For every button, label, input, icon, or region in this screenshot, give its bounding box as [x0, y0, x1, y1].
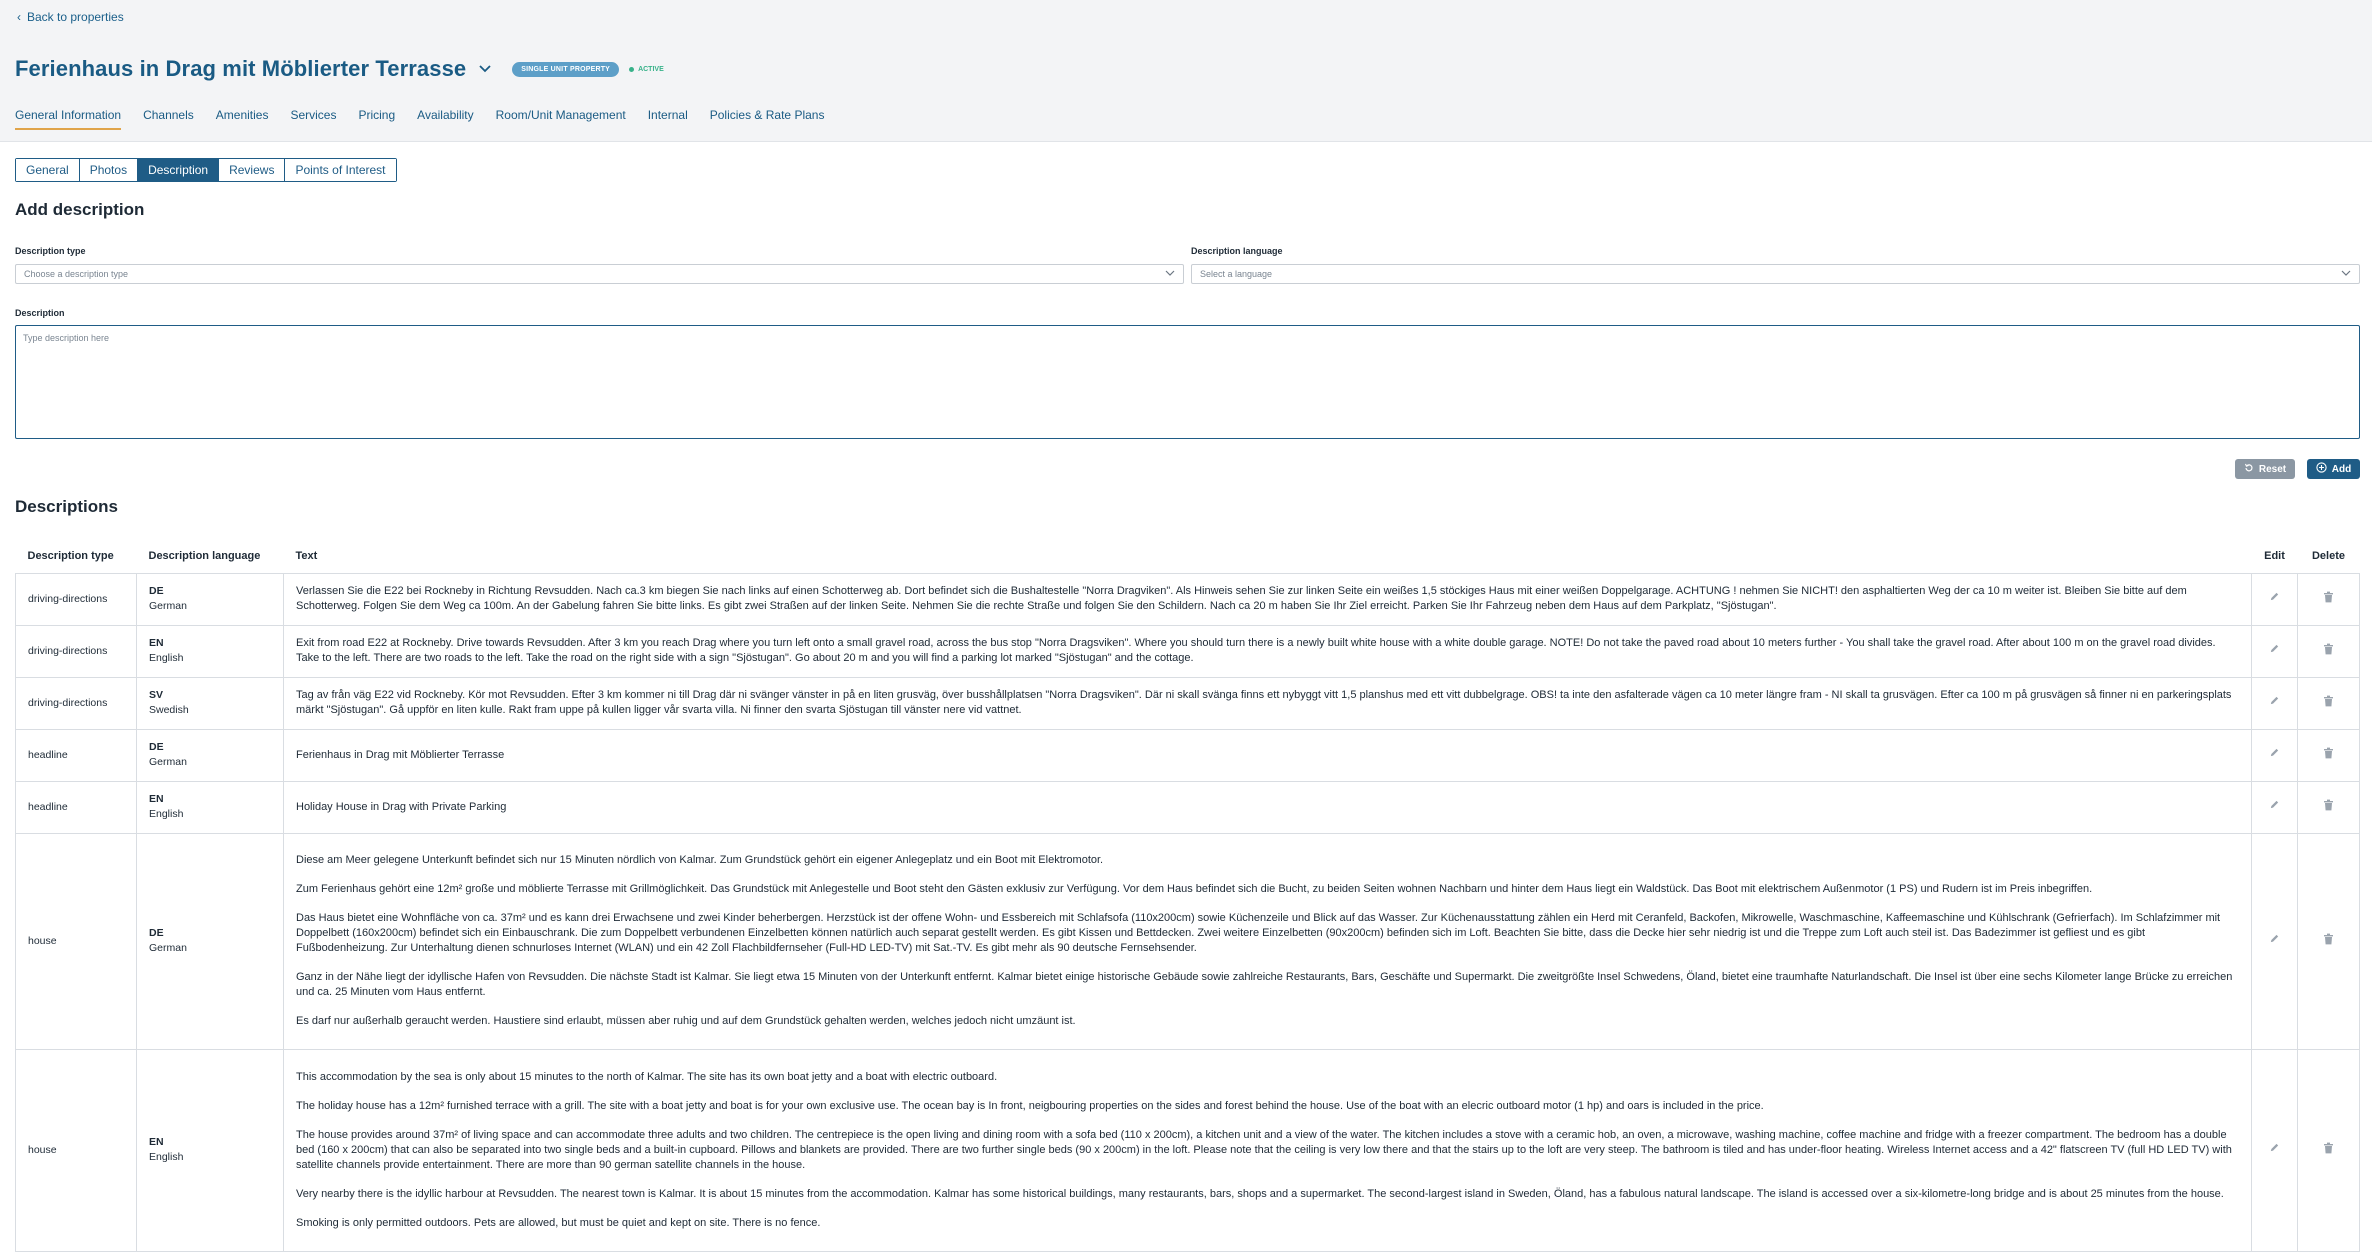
cell-text [284, 573, 2252, 625]
descriptions-heading: Descriptions [15, 497, 118, 516]
trash-icon[interactable] [2323, 591, 2334, 608]
pencil-icon[interactable] [2269, 591, 2280, 607]
cell-edit [2252, 1049, 2298, 1251]
description-type-select[interactable] [15, 264, 1184, 284]
text-paragraph: Es darf nur außerhalb geraucht werden. Haustiere sind erlaubt, müssen aber ruhig und auf dem Grundstück gehalten werden, welches jedoch nicht umzäunt ist. [296, 1015, 1076, 1027]
description-textarea[interactable] [15, 325, 2360, 439]
cell-description-language [137, 781, 284, 833]
pencil-icon[interactable] [2269, 747, 2280, 763]
cell-delete [2298, 1049, 2360, 1251]
pencil-icon[interactable] [2269, 799, 2280, 815]
description-label: Description [15, 308, 65, 318]
language-name: English [149, 652, 184, 664]
cell-delete [2298, 625, 2360, 677]
text-paragraph: Tag av från väg E22 vid Rockneby. Kör mot Revsudden. Efter 3 km kommer ni till Drag där ni svänger vänster in på en liten grusväg, över busshållplatsen "Norra Dragsviken". Där ni skall svänga finns ett nybyggt vitt 1,5 planshus med ett vitt dubbelgrage. OBS! ta inte den asfalterade vägen ca 10 meter längre fram - NI skall ta grusvägen. Efter ca 100 m på grusvägen så finner ni en parkeringsplats märkt "Sjöstugan". Gå uppför en liten kulle. Rakt fram uppe på kullen ligger vår svarta villa. Ni finner den svarta Sjöstugan till vänster nere vid vattnet. [296, 689, 2232, 716]
description-language-label: Description language [1191, 246, 1283, 256]
language-code: DE [149, 741, 164, 753]
language-code: EN [149, 1136, 164, 1148]
reset-label: Reset [2258, 463, 2287, 475]
status-dot-icon [629, 67, 634, 72]
trash-icon[interactable] [2323, 747, 2334, 764]
text-paragraph: Ganz in der Nähe liegt der idyllische Hafen von Revsudden. Die nächste Stadt ist Kalmar. Sie liegt etwa 15 Minuten von der Unterkunft entfernt. Kalmar bietet einige historische Gebäude sowie zahlreiche Restaurants, Bars, Geschäfte und Supermarkt. Die zweitgrößte Insel Schwedens, Öland, bietet eine traumhafte Naturlandschaft. Die Insel ist über eine sechs Kilometer lange Brücke zu erreichen und ca. 25 Minuten vom Haus entfernt. [296, 971, 2233, 998]
text-paragraph: Zum Ferienhaus gehört eine 12m² große und möblierte Terrasse mit Grillmöglichkeit. Das Grundstück mit Anlegestelle und Boot steht den Gästen exklusiv zur Verfügung. Vor dem Haus befindet sich die Bucht, zu beiden Seiten wohnen Nachbarn und hinter dem Haus liegt ein Waldstück. Das Boot mit elektrischem Außenmotor (1 PS) und Rudern ist im Preis inbegriffen. [296, 883, 2093, 895]
trash-icon[interactable] [2323, 933, 2334, 950]
text-paragraph: The house provides around 37m² of living space and can accommodate three adults and two children. The centrepiece is the open living and dining room with a sofa bed (110 x 200cm), a kitchen unit and a view of the water. The kitchen includes a stove with a ceramic hob, an oven, a microwave, washing machine, coffee machine and fridge with a freezer compartment. The bedroom has a double bed (160 x 200cm) that can also be separated into two single beds and a built-in cupboard. Pillows and blankets are provided. There are two further single beds (90 x 200cm) in the loft. Please note that the ceiling is very low there and that the stairs up to the loft are very steep. The bathroom is tiled and has under-floor heating. Wireless Internet access and a 42" flatscreen TV (full HD LED TV) with satellite channels provide entertainment. There are more than 90 german satellite channels in the house. [296, 1128, 2232, 1171]
sub-tabs [15, 158, 397, 182]
language-name: English [149, 1151, 184, 1163]
subtab-description[interactable]: Description [138, 159, 219, 181]
subtab-reviews[interactable]: Reviews [219, 159, 285, 181]
cell-text [284, 625, 2252, 677]
description-placeholder: Type description here [23, 333, 110, 343]
chevron-down-icon[interactable] [478, 62, 492, 76]
cell-edit [2252, 833, 2298, 1049]
tab-pricing[interactable]: Pricing [358, 108, 396, 122]
table-row [16, 729, 2360, 781]
status-label: ACTIVE [638, 65, 664, 73]
cell-delete [2298, 781, 2360, 833]
pencil-icon[interactable] [2269, 695, 2280, 711]
table-row [16, 833, 2360, 1049]
property-type-badge: SINGLE UNIT PROPERTY [512, 62, 619, 77]
table-row [16, 1049, 2360, 1251]
language-code: SV [149, 689, 164, 701]
description-type-label: Description type [15, 246, 86, 256]
text-paragraph: Verlassen Sie die E22 bei Rockneby in Richtung Revsudden. Nach ca.3 km biegen Sie nach links auf einen Schotterweg ab. Dort befindet sich die Bushaltestelle "Norra Dragviken". Als Hinweis sehen Sie zur linken Seite ein weißes 1,5 stöckiges Haus mit einer weißen Doppelgarage. ACHTUNG ! nehmen Sie NICHT! den asphaltierten Weg der ca 10 m weiter ist. Bleiben Sie bitte auf dem Schotterweg. Folgen Sie dem Weg ca 100m. An der Gabelung fahren Sie bitte links. Es gibt zwei Straßen auf der linken Seite. Nehmen Sie die rechte Straße und folgen Sie den Schildern. Nach ca 20 m haben Sie Ihr Ziel erreicht. Parken Sie Ihr Fahrzeug neben dem Haus auf dem Parkplatz, "Sjöstugan". [296, 585, 2187, 612]
back-label: Back to properties [27, 10, 124, 24]
language-name: German [149, 756, 187, 768]
text-paragraph: Exit from road E22 at Rockneby. Drive towards Revsudden. After 3 km you reach Drag where you turn left onto a small gravel road, across the bus stop "Norra Dragsviken". Where you should turn there is a newly built white house with a white double garage. NOTE! Do not take the paved road about 10 meters further - You shall take the gravel road. After about 100 m on the gravel road divides. Take to the left. There are two roads to the left. Take the road on the right side with a sign "Sjöstugan". Go about 20 m and you will find a parking lot marked "Sjöstugan" and the cottage. [296, 637, 2216, 664]
cell-description-type: headline [16, 729, 137, 781]
title-row [15, 56, 664, 82]
cell-edit [2252, 677, 2298, 729]
cell-description-language [137, 833, 284, 1049]
cell-description-type: house [16, 833, 137, 1049]
pencil-icon[interactable] [2269, 933, 2280, 949]
trash-icon[interactable] [2323, 643, 2334, 660]
language-code: DE [149, 585, 164, 597]
language-code: EN [149, 637, 164, 649]
subtab-photos[interactable]: Photos [80, 159, 138, 181]
subtab-points-of-interest[interactable]: Points of Interest [285, 159, 395, 181]
main-tabs [15, 108, 824, 130]
property-title: Ferienhaus in Drag mit Möblierter Terrasse [15, 56, 467, 81]
cell-description-language [137, 729, 284, 781]
reset-icon [2244, 463, 2254, 476]
text-paragraph: This accommodation by the sea is only about 15 minutes to the north of Kalmar. The site has its own boat jetty and a boat with electric outboard. [296, 1070, 998, 1083]
property-header [0, 0, 2372, 142]
plus-circle-icon [2316, 462, 2327, 476]
cell-description-language [137, 573, 284, 625]
language-name: German [149, 600, 187, 612]
tab-internal[interactable]: Internal [647, 108, 688, 122]
table-row [16, 573, 2360, 625]
tab-amenities[interactable]: Amenities [215, 108, 269, 122]
table-body [16, 573, 2360, 1251]
language-code: DE [149, 927, 164, 939]
cell-edit [2252, 625, 2298, 677]
cell-description-language [137, 1049, 284, 1251]
add-label: Add [2331, 463, 2352, 475]
chevron-down-icon [2341, 268, 2351, 280]
cell-text [284, 677, 2252, 729]
table-header-row [16, 539, 2360, 573]
trash-icon[interactable] [2323, 799, 2334, 816]
cell-delete [2298, 729, 2360, 781]
chevron-left-icon: ‹ [17, 10, 21, 24]
table-row [16, 677, 2360, 729]
text-paragraph: Holiday House in Drag with Private Parking [296, 800, 507, 813]
tab-policies-rate-plans[interactable]: Policies & Rate Plans [709, 108, 825, 122]
cell-edit [2252, 781, 2298, 833]
cell-description-type: driving-directions [16, 573, 137, 625]
tab-room-unit-management[interactable]: Room/Unit Management [495, 108, 626, 122]
cell-description-type: driving-directions [16, 625, 137, 677]
text-paragraph: Very nearby there is the idyllic harbour at Revsudden. The nearest town is Kalmar. It is about 15 minutes from the accommodation. Kalmar has some historical buildings, many restaurants, bars, shops and a supermarket. The second-largest island in Sweden, Öland, has a fabulous natural landscape. The island is accessed over a six-kilometre-long bridge and is about 25 minutes from the house. [296, 1187, 2224, 1200]
status-badge [629, 66, 664, 73]
cell-delete [2298, 677, 2360, 729]
tab-general-information[interactable]: General Information [15, 108, 121, 130]
tab-availability[interactable]: Availability [417, 108, 474, 122]
tab-channels[interactable]: Channels [143, 108, 194, 122]
language-name: Swedish [149, 704, 189, 716]
trash-icon[interactable] [2323, 1142, 2334, 1159]
col-delete: Delete [2298, 539, 2360, 573]
text-paragraph: The holiday house has a 12m² furnished terrace with a grill. The site with a boat jetty and boat is for your own exclusive use. The ocean bay is In front, neigbouring properties on the sides and forest behind the house. Use of the boat with an elecric outboard motor (1 hp) and oars is included in the price. [296, 1099, 1764, 1112]
cell-text [284, 833, 2252, 1049]
cell-edit [2252, 573, 2298, 625]
back-link[interactable] [17, 10, 124, 24]
pencil-icon[interactable] [2269, 643, 2280, 659]
add-description-heading: Add description [15, 200, 145, 219]
text-paragraph: Ferienhaus in Drag mit Möblierter Terrasse [296, 748, 505, 761]
table-row [16, 625, 2360, 677]
chevron-down-icon [1165, 268, 1175, 280]
text-paragraph: Smoking is only permitted outdoors. Pets are allowed, but must be quiet and kept on site. There is no fence. [296, 1216, 821, 1229]
pencil-icon[interactable] [2269, 1142, 2280, 1158]
cell-text [284, 729, 2252, 781]
add-button[interactable] [2307, 459, 2360, 479]
description-type-placeholder: Choose a description type [24, 269, 129, 279]
cell-description-language [137, 677, 284, 729]
language-name: English [149, 808, 184, 820]
cell-description-type: house [16, 1049, 137, 1251]
trash-icon[interactable] [2323, 695, 2334, 712]
cell-delete [2298, 573, 2360, 625]
cell-delete [2298, 833, 2360, 1049]
descriptions-table [15, 539, 2360, 1252]
language-name: German [149, 942, 187, 954]
col-description-language: Description language [137, 539, 284, 573]
cell-text [284, 1049, 2252, 1251]
text-paragraph: Diese am Meer gelegene Unterkunft befindet sich nur 15 Minuten nördlich von Kalmar. Zum Grundstück gehört ein eigener Anlegeplatz und ein Boot mit Elektromotor. [296, 854, 1104, 866]
reset-button[interactable] [2235, 459, 2295, 479]
language-code: EN [149, 793, 164, 805]
description-language-placeholder: Select a language [1200, 269, 1273, 279]
description-language-select[interactable] [1191, 264, 2360, 284]
subtab-general[interactable]: General [16, 159, 80, 181]
cell-description-type: driving-directions [16, 677, 137, 729]
tab-services[interactable]: Services [290, 108, 337, 122]
col-text: Text [284, 539, 2252, 573]
cell-description-language [137, 625, 284, 677]
col-description-type: Description type [16, 539, 137, 573]
cell-edit [2252, 729, 2298, 781]
text-paragraph: Das Haus bietet eine Wohnfläche von ca. 37m² und es kann drei Erwachsene und zwei Kinder beherbergen. Herzstück ist der offene Wohn- und Essbereich mit Schlafsofa (110x200cm) sowie Küchenzeile und Blick auf das Wasser. Zur Küchenausstattung zählen ein Herd mit Ceranfeld, Backofen, Mikrowelle, Waschmaschine, Kaffeemaschine und Kühlschrank (Gefrierfach). Im Schlafzimmer mit Doppelbett (160x200cm) befindet sich ein Einbauschrank. Die zum Doppelbett verbundenen Einzelbetten können natürlich auch separat gestellt werden. Es gibt Kissen und Bettdecken. Zwei weitere Einzelbetten (90x200cm) befinden sich im Loft. Beachten Sie bitte, dass die Decke hier sehr niedrig ist und die Treppe zum Loft auch steil ist. Das Badezimmer ist gefliest und es gibt Fußbodenheizung. Zur Unterhaltung dienen schnurloses Internet (WLAN) und ein 42 Zoll Flachbildfernseher (Full-HD LED-TV) mit Sat.-TV. Es gibt mehr als 90 deutsche Fernsehsender. [296, 912, 2221, 954]
col-edit: Edit [2252, 539, 2298, 573]
table-row [16, 781, 2360, 833]
cell-text [284, 781, 2252, 833]
cell-description-type: headline [16, 781, 137, 833]
